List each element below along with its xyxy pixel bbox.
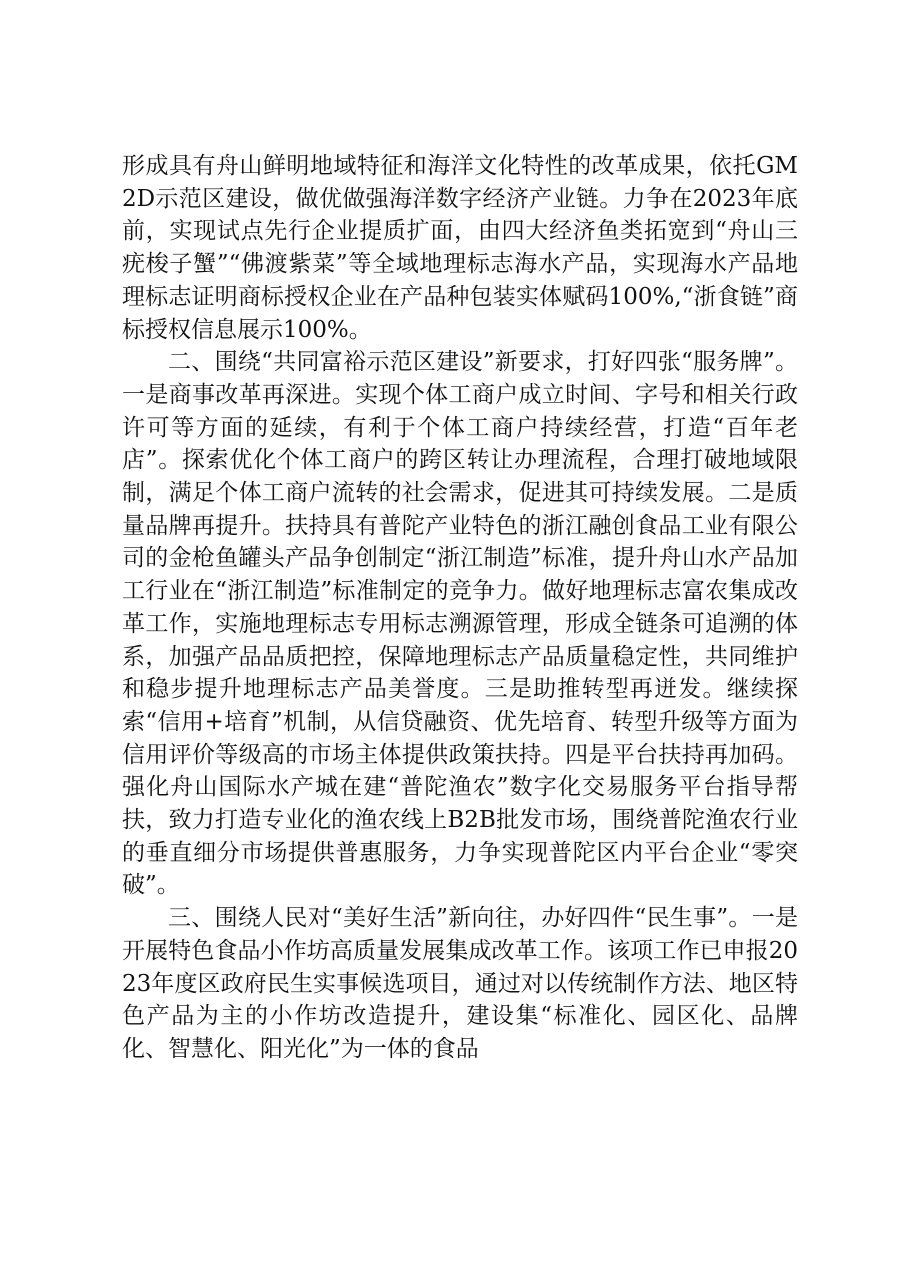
paragraph-section-three: 三、围绕人民对“美好生活”新向往，办好四件“民生事”。一是开展特色食品小作坊高质量发展集成改革工作。该项工作已申报2023年度区政府民生实事候选项目，通过对以传统制作方法、地区特色产品为主的小作坊改造提升，建设集“标准化、园区化、品牌化、智慧化、阳光化”为一体的食品 [122, 905, 798, 1062]
paragraph-continuation: 形成具有舟山鲜明地域特征和海洋文化特性的改革成果，依托GM2D示范区建设，做优做强海洋数字经济产业链。力争在2023年底前，实现试点先行企业提质扩面，由四大经济鱼类拓宽到“舟山三疣梭子蟹”“佛渡紫菜”等全域地理标志海水产品，实现海水产品地理标志证明商标授权企业在产品种包装实体赋码100%,“浙食链”商标授权信息展示100%。 [122, 153, 798, 343]
paragraph-section-two: 二、围绕“共同富裕示范区建设”新要求，打好四张“服务牌”。一是商事改革再深进。实现个体工商户成立时间、字号和相关行政许可等方面的延续，有利于个体工商户持续经营，打造“百年老店”。探索优化个体工商户的跨区转让办理流程，合理打破地域限制，满足个体工商户流转的社会需求，促进其可持续发展。二是质量品牌再提升。扶持具有普陀产业特色的浙江融创食品工业有限公司的金枪鱼罐头产品争创制定“浙江制造”标准，提升舟山水产品加工行业在“浙江制造”标准制定的竞争力。做好地理标志富农集成改革工作，实施地理标志专用标志溯源管理，形成全链条可追溯的体系，加强产品品质把控，保障地理标志产品质量稳定性，共同维护和稳步提升地理标志产品美誉度。三是助推转型再迸发。继续探索“信用+培育”机制，从信贷融资、优先培育、转型升级等方面为信用评价等级高的市场主体提供政策扶持。四是平台扶持再加码。强化舟山国际水产城在建“普陀渔农”数字化交易服务平台指导帮扶，致力打造专业化的渔农线上B2B批发市场，围绕普陀渔农行业的垂直细分市场提供普惠服务，力争实现普陀区内平台企业“零突破”。 [122, 349, 798, 899]
document-body [122, 150, 798, 1066]
